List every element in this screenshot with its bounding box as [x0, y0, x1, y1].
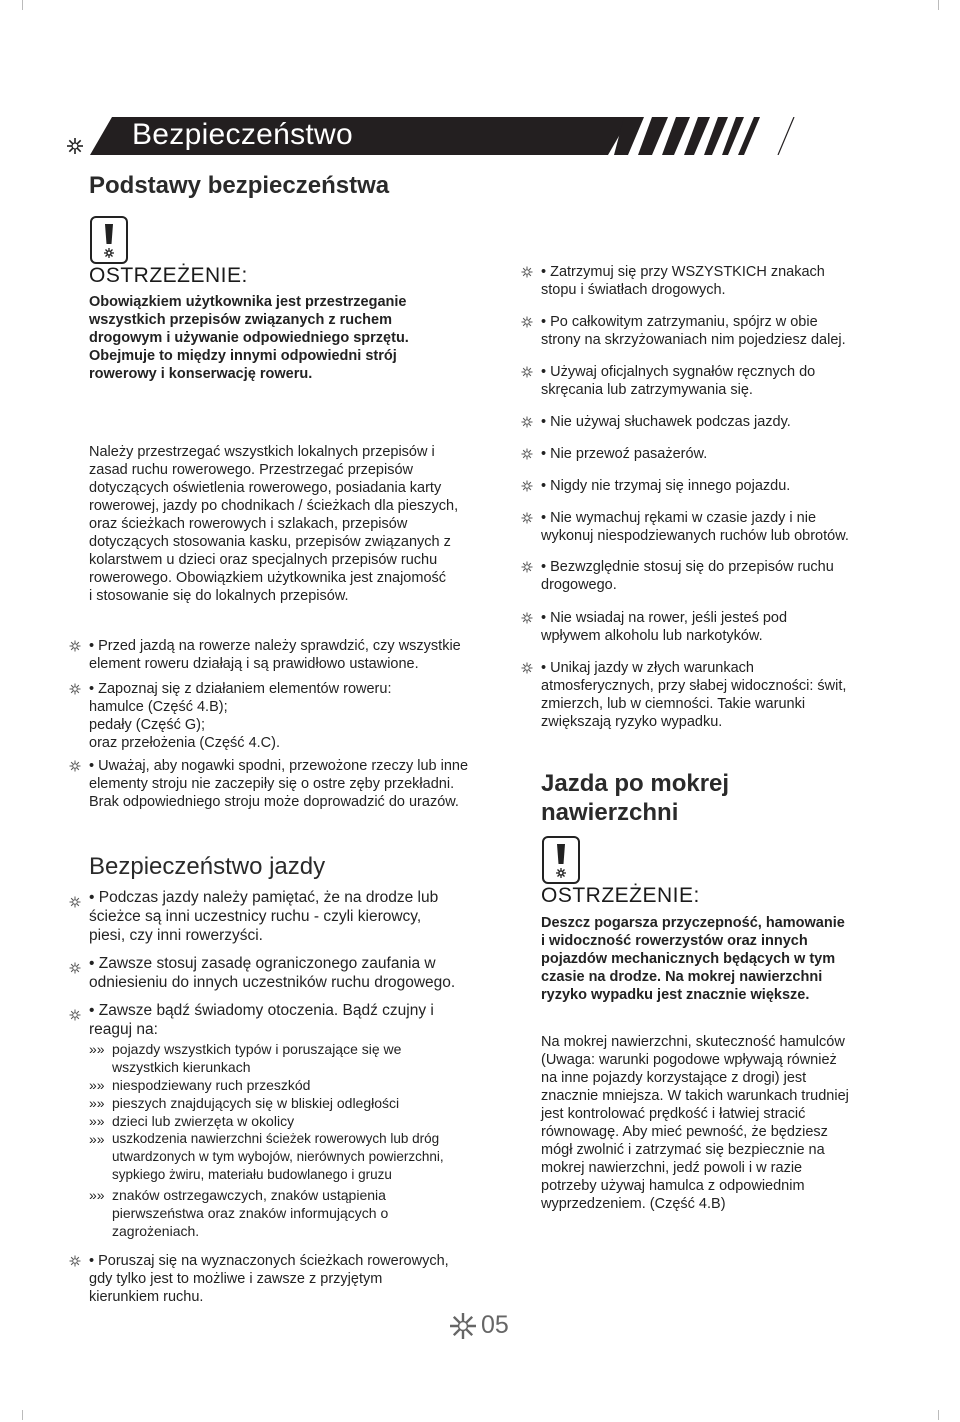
crop-mark-top-left — [10, 0, 23, 10]
paragraph-line: wyprzedzeniem. (Część 4.B) — [541, 1196, 726, 1212]
item-line: • Używaj oficjalnych sygnałów ręcznych do — [541, 364, 816, 380]
sub-marker: »» — [89, 1095, 105, 1111]
bullet-gear-icon — [521, 266, 533, 278]
page-title: Bezpieczeństwo — [132, 118, 353, 151]
crop-mark-bottom-left — [10, 1410, 23, 1420]
item-line: • Po całkowitym zatrzymaniu, spójrz w obie — [541, 314, 818, 330]
item-line: skręcania lub zatrzymywania się. — [541, 382, 753, 398]
sub-marker: »» — [89, 1187, 105, 1203]
item-line: • Zapoznaj się z działaniem elementów roweru: — [89, 681, 392, 697]
item-line: • Zawsze bądź świadomy otoczenia. Bądź czujny i — [89, 1002, 434, 1019]
sub-line: znaków ostrzegawczych, znaków ustąpienia — [112, 1187, 386, 1203]
item-line: • Bezwzględnie stosuj się do przepisów ruchu — [541, 559, 834, 575]
item-line: zwiększają ryzyko wypadku. — [541, 714, 723, 730]
warning-line: pojazdów mechanicznych będących w tym — [541, 951, 836, 967]
item-line: • Nie wsiadaj na rower, jeśli jesteś pod — [541, 610, 788, 626]
crop-mark-bottom-right — [938, 1410, 951, 1420]
sub-line: sypkiego żwiru, materiału budowlanego i gruzu — [112, 1167, 392, 1182]
paragraph-line: mógł zwolnić i zatrzymać się bezpiecznie na — [541, 1142, 825, 1158]
list-item — [89, 1001, 489, 1039]
item-line: elementy stroju nie zaczepiły się o ostre zęby przekładni. — [89, 776, 455, 792]
sub-marker: »» — [89, 1077, 105, 1093]
item-line: reaguj na: — [89, 1021, 158, 1038]
list-item — [541, 445, 921, 463]
bullet-gear-icon — [69, 1255, 81, 1267]
paragraph-line: równowagę. Aby mieć pewność, że będziesz — [541, 1124, 828, 1140]
sub-marker: »» — [89, 1131, 105, 1147]
paragraph-line: zasad ruchu rowerowego. Przestrzegać przepisów — [89, 462, 413, 478]
item-line: • Unikaj jazdy w złych warunkach — [541, 660, 754, 676]
heading-line: nawierzchni — [541, 799, 679, 826]
item-line: Brak odpowiedniego stroju może doprowadzić do urazów. — [89, 794, 459, 810]
list-item — [89, 1252, 489, 1306]
list-item — [541, 509, 921, 545]
list-item — [89, 637, 489, 673]
item-line: • Uważaj, aby nogawki spodni, przewożone rzeczy lub inne — [89, 758, 469, 774]
bullet-gear-icon — [521, 612, 533, 624]
bullet-gear-icon — [69, 683, 81, 695]
sub-list-item — [89, 1040, 489, 1076]
list-item — [89, 757, 489, 811]
wet-warning-title: OSTRZEŻENIE: — [541, 884, 700, 907]
item-line: wykonuj niespodziewanych ruchów lub obrotów. — [541, 528, 849, 544]
warning-line: czasie na drodze. Na mokrej nawierzchni — [541, 969, 823, 985]
sub-line: utwardzonych w tym wybojów, nierównych powierzchni, — [112, 1149, 444, 1164]
warning-line: ryzyko wypadku jest znacznie większe. — [541, 987, 810, 1003]
item-line: • Nie przewoź pasażerów. — [541, 446, 708, 462]
list-item — [89, 954, 489, 992]
bullet-gear-icon — [69, 760, 81, 772]
item-line: • Zawsze stosuj zasadę ograniczonego zaufania w — [89, 955, 436, 972]
sub-list-item — [89, 1130, 489, 1184]
sub-line: wszystkich kierunkach — [112, 1059, 251, 1075]
header-sun-icon — [66, 137, 84, 155]
bullet-gear-icon — [521, 448, 533, 460]
list-item — [541, 609, 921, 645]
warning-icon — [542, 836, 580, 884]
paragraph-line: dotyczących oświetlenia rowerowego, posiadania karty — [89, 480, 442, 496]
item-line: wpływem alkoholu lub narkotyków. — [541, 628, 763, 644]
sub-line: pojazdy wszystkich typów i poruszające się we — [112, 1041, 402, 1057]
list-item — [89, 888, 489, 945]
item-line: • Nie wymachuj rękami w czasie jazdy i nie — [541, 510, 817, 526]
sub-line: zagrożeniach. — [112, 1223, 200, 1239]
bullet-gear-icon — [521, 512, 533, 524]
warning-line: i widoczność rowerzystów oraz innych — [541, 933, 808, 949]
bullet-gear-icon — [521, 316, 533, 328]
list-item — [541, 558, 921, 594]
list-item — [541, 363, 921, 399]
basics-warning-text — [89, 293, 459, 383]
item-line: kierunkiem ruchu. — [89, 1289, 204, 1305]
paragraph-line: rowerowego. Obowiązkiem użytkownika jest znajomość — [89, 570, 447, 586]
item-line: element roweru działają i są prawidłowo ustawione. — [89, 656, 419, 672]
paragraph-line: Należy przestrzegać wszystkich lokalnych przepisów i — [89, 444, 435, 460]
footer-sun-icon — [449, 1312, 477, 1340]
warning-line: Obowiązkiem użytkownika jest przestrzeganie — [89, 294, 407, 310]
list-item — [541, 659, 921, 731]
item-line: atmosferycznych, przy słabej widoczności: świt, — [541, 678, 847, 694]
item-line: strony na skrzyżowaniach nim pojedziesz dalej. — [541, 332, 846, 348]
sub-line: uszkodzenia nawierzchni ścieżek rowerowych lub dróg — [112, 1131, 440, 1146]
sub-line: pierwszeństwa oraz znaków informujących o — [112, 1205, 389, 1221]
paragraph-line: mokrej nawierzchni, jedź powoli i w razie — [541, 1160, 803, 1176]
item-line: gdy tylko jest to możliwe i zawsze z przyjętym — [89, 1271, 383, 1287]
list-item — [89, 680, 489, 752]
crop-mark-top-right — [938, 0, 951, 10]
basics-warning-title: OSTRZEŻENIE: — [89, 264, 248, 287]
warning-line: wszystkich przepisów związanych z ruchem — [89, 312, 392, 328]
sub-marker: »» — [89, 1041, 105, 1057]
list-item — [541, 413, 921, 431]
paragraph-line: dotyczących stosowania kasku, przepisów związanych z — [89, 534, 451, 550]
sub-marker: »» — [89, 1113, 105, 1129]
item-line: hamulce (Część 4.B); — [89, 699, 228, 715]
warning-line: rowerowy i konserwację roweru. — [89, 366, 313, 382]
warning-icon — [90, 216, 128, 264]
item-line: odniesieniu do innych uczestników ruchu drogowego. — [89, 974, 456, 991]
warning-line: Obejmuje to między innymi odpowiedni strój — [89, 348, 397, 364]
warning-line: Deszcz pogarsza przyczepność, hamowanie — [541, 915, 845, 931]
warning-line: drogowym i używanie odpowiedniego sprzętu. — [89, 330, 409, 346]
bullet-gear-icon — [69, 896, 81, 908]
bullet-gear-icon — [521, 561, 533, 573]
paragraph-line: na inne pojazdy korzystające z drogi) jest — [541, 1070, 807, 1086]
sub-list-item — [89, 1112, 489, 1130]
header-stripes-decoration — [614, 117, 798, 155]
bullet-gear-icon — [521, 416, 533, 428]
bullet-gear-icon — [521, 366, 533, 378]
sub-list-item — [89, 1186, 489, 1240]
item-line: • Nigdy nie trzymaj się innego pojazdu. — [541, 478, 791, 494]
item-line: zmierzch, lub w ciemności. Takie warunki — [541, 696, 806, 712]
paragraph-line: kolarstwem u dzieci oraz specjalnych przepisów ruchu — [89, 552, 438, 568]
paragraph-line: rowerowej, jazdy po chodnikach / ścieżkach dla pieszych, — [89, 498, 459, 514]
paragraph-line: i stosowanie się do lokalnych przepisów. — [89, 588, 349, 604]
list-item — [541, 263, 921, 299]
sub-line: niespodziewany ruch przeszkód — [112, 1077, 311, 1093]
bullet-gear-icon — [521, 662, 533, 674]
paragraph-line: oraz ścieżkach rowerowych i szlakach, przepisów — [89, 516, 408, 532]
basics-paragraph — [89, 443, 489, 605]
sub-list-item — [89, 1076, 489, 1094]
item-line: ścieżce są inni uczestnicy ruchu - czyli kierowcy, — [89, 908, 422, 925]
list-item — [541, 477, 921, 495]
basics-heading: Podstawy bezpieczeństwa — [89, 172, 390, 199]
item-line: piesi, czy inni rowerzyści. — [89, 927, 263, 944]
page-number: 05 — [481, 1311, 509, 1339]
wet-heading — [541, 769, 729, 827]
paragraph-line: jest kontrolować prędkość i łatwiej stracić — [541, 1106, 806, 1122]
item-line: pedały (Część G); — [89, 717, 206, 733]
paragraph-line: znacznie mniejsza. W takich warunkach trudniej — [541, 1088, 849, 1104]
item-line: drogowego. — [541, 577, 617, 593]
bullet-gear-icon — [69, 640, 81, 652]
item-line: • Nie używaj słuchawek podczas jazdy. — [541, 414, 791, 430]
sub-line: dzieci lub zwierzęta w okolicy — [112, 1113, 295, 1129]
item-line: • Przed jazdą na rowerze należy sprawdzić, czy wszystkie — [89, 638, 461, 654]
paragraph-line: potrzeby używaj hamulca z odpowiednim — [541, 1178, 805, 1194]
paragraph-line: (Uwaga: warunki pogodowe wpływają również — [541, 1052, 837, 1068]
riding-heading: Bezpieczeństwo jazdy — [89, 853, 326, 880]
paragraph-line: Na mokrej nawierzchni, skuteczność hamulców — [541, 1034, 845, 1050]
item-line: oraz przełożenia (Część 4.C). — [89, 735, 280, 751]
wet-paragraph — [541, 1033, 921, 1213]
item-line: • Zatrzymuj się przy WSZYSTKICH znakach — [541, 264, 825, 280]
item-line: stopu i światłach drogowych. — [541, 282, 726, 298]
bullet-gear-icon — [69, 1009, 81, 1021]
item-line: • Podczas jazdy należy pamiętać, że na drodze lub — [89, 889, 439, 906]
list-item — [541, 313, 921, 349]
bullet-gear-icon — [69, 962, 81, 974]
sub-list-item — [89, 1094, 489, 1112]
sub-line: pieszych znajdujących się w bliskiej odległości — [112, 1095, 400, 1111]
bullet-gear-icon — [521, 480, 533, 492]
wet-warning-text — [541, 914, 921, 1004]
item-line: • Poruszaj się na wyznaczonych ścieżkach rowerowych, — [89, 1253, 449, 1269]
heading-line: Jazda po mokrej — [541, 770, 730, 797]
